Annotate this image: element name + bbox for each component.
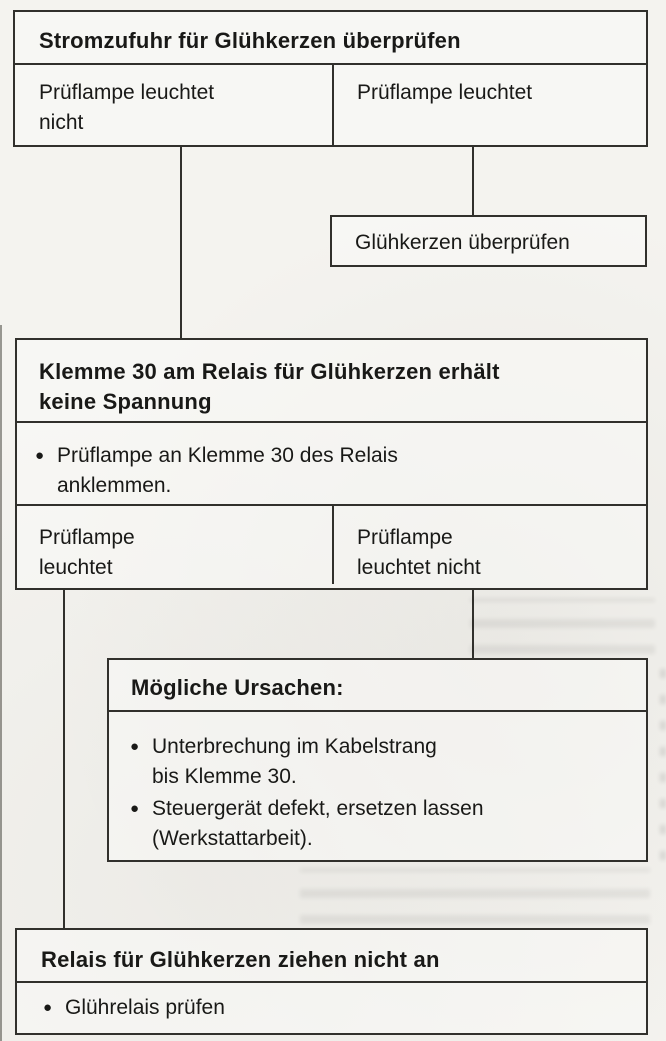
box-relay xyxy=(15,928,648,1035)
bullet-icon: ● xyxy=(130,738,140,755)
cell-text-line: nicht xyxy=(39,111,84,134)
scan-artifact xyxy=(470,598,655,654)
cell-text-line: Prüflampe xyxy=(357,526,453,549)
bullet-icon: ● xyxy=(43,999,53,1016)
cause-item xyxy=(130,732,646,792)
box-relay-body xyxy=(17,983,646,1023)
box-possible-causes xyxy=(107,658,648,862)
box-check-glow-plugs xyxy=(330,215,647,267)
cell-text-line: leuchtet xyxy=(39,556,113,579)
box-check-glow-plugs-label: Glühkerzen überprüfen xyxy=(355,231,570,254)
cell-lamp-does-not-light xyxy=(15,65,334,145)
connector-lamp-off-to-causes xyxy=(472,590,474,658)
scan-artifact xyxy=(660,660,666,860)
cause-line: Steuergerät defekt, ersetzen lassen xyxy=(152,797,484,820)
cause-line: Unterbrechung im Kabelstrang xyxy=(152,735,437,758)
bullet-icon: ● xyxy=(130,800,140,817)
box-relay-header: Relais für Glühkerzen ziehen nicht an xyxy=(17,930,646,983)
box-terminal-30-header xyxy=(17,340,646,423)
relay-check-item xyxy=(43,993,646,1023)
cell-text-line: Prüflampe leuchtet xyxy=(357,81,533,104)
cause-item xyxy=(130,794,646,854)
header-line: keine Spannung xyxy=(39,389,212,414)
action-line: anklemmen. xyxy=(57,474,172,497)
connector-lamp-on-to-check-plugs xyxy=(472,147,474,215)
connector-lamp-off-to-terminal30 xyxy=(180,147,182,338)
box-power-check-header: Stromzufuhr für Glühkerzen überprüfen xyxy=(15,12,646,65)
relay-check-line: Glührelais prüfen xyxy=(65,996,225,1019)
box-possible-causes-body xyxy=(109,712,646,854)
cell-lamp-lights-2 xyxy=(17,506,334,584)
cause-line: bis Klemme 30. xyxy=(152,765,297,788)
cell-lamp-does-not-light-2 xyxy=(334,506,646,584)
cell-lamp-lights xyxy=(334,65,646,145)
cell-text-line: Prüflampe leuchtet xyxy=(39,81,215,104)
bullet-icon: ● xyxy=(35,447,45,464)
scan-artifact xyxy=(300,868,650,924)
action-line: Prüflampe an Klemme 30 des Relais xyxy=(57,444,398,467)
cause-line: (Werkstattarbeit). xyxy=(152,827,313,850)
cell-text-line: leuchtet nicht xyxy=(357,556,481,579)
cell-text-line: Prüflampe xyxy=(39,526,135,549)
box-power-check xyxy=(13,10,648,147)
box-terminal-30-action xyxy=(17,423,646,506)
box-possible-causes-header: Mögliche Ursachen: xyxy=(109,660,646,712)
page-edge-shadow xyxy=(0,325,2,1041)
connector-lamp-on-to-relay xyxy=(63,590,65,928)
box-terminal-30 xyxy=(15,338,648,590)
header-line: Klemme 30 am Relais für Glühkerzen erhält xyxy=(39,359,500,384)
